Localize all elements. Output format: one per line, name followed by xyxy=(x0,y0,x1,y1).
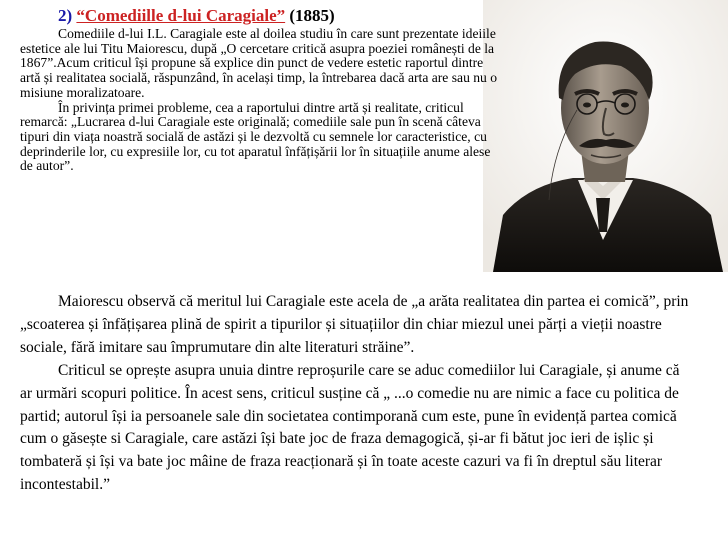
section-year: (1885) xyxy=(289,6,335,25)
lower-paragraph-2: Criticul se oprește asupra unuia dintre reproșurile care se aduc comediilor lui Caragiale, și anume că ar urmări scopuri politice. În acest sens, criticul susține că „ ...o comedie nu are nimic a face cu politica de partid; autorul își ia persoanele sale din societatea contimporană cum este, pune în evidență partea comică cum o găsește si Caragiale, care astăzi își bate joc de fraza demagogică, și-ar fi bătut joc ieri de ișlic și tombateră și își va bate joc mâine de fraza reacționară și în toate aceste cazuri va fi în dreptul său literar incontestabil.” xyxy=(20,361,680,494)
lower-paragraph-1: Maiorescu observă că meritul lui Caragiale este acela de „a arăta realitatea din partea ei comică”, prin „scoaterea și înfățișarea plină de spirit a tipurilor și situațiilor din chiar miezul unei părți a vieții noastre sociale, fără imitare sau împrumutare din alte literaturi străine”. xyxy=(20,293,689,356)
upper-paragraph-1: Comediile d-lui I.L. Caragiale este al doilea studiu în care sunt prezentate ideiile estetice ale lui Titu Maiorescu, după „O cercetare critică asupra poeziei românești de la 1867”.Acum criticul își propune să explice din punct de vedere estetic raportul dintre artă și realitatea socială, răspunzând, în același timp, la întrebarea dacă arta are sau nu o misiune moralizatoare. xyxy=(20,26,498,100)
upper-paragraph-2: În privința primei probleme, cea a raportului dintre artă și realitate, criticul remarcă: „Lucrarea d-lui Caragiale este originală; comediile sale pun în scenă câteva tipuri din viața noastră socială de astăzi și le dezvoltă cu semnele lor caracteristice, cu deprinderile lor, cu expresiile lor, cu tot aparatul înfățișării lor în situațiile anume alese de autor”. xyxy=(20,99,491,174)
section-heading xyxy=(58,4,335,28)
lower-text-block xyxy=(20,291,692,497)
section-title: “Comediille d-lui Caragiale” xyxy=(76,6,286,25)
section-number: 2) xyxy=(58,6,73,25)
upper-text-block xyxy=(20,27,500,174)
caragiale-portrait xyxy=(483,0,728,272)
